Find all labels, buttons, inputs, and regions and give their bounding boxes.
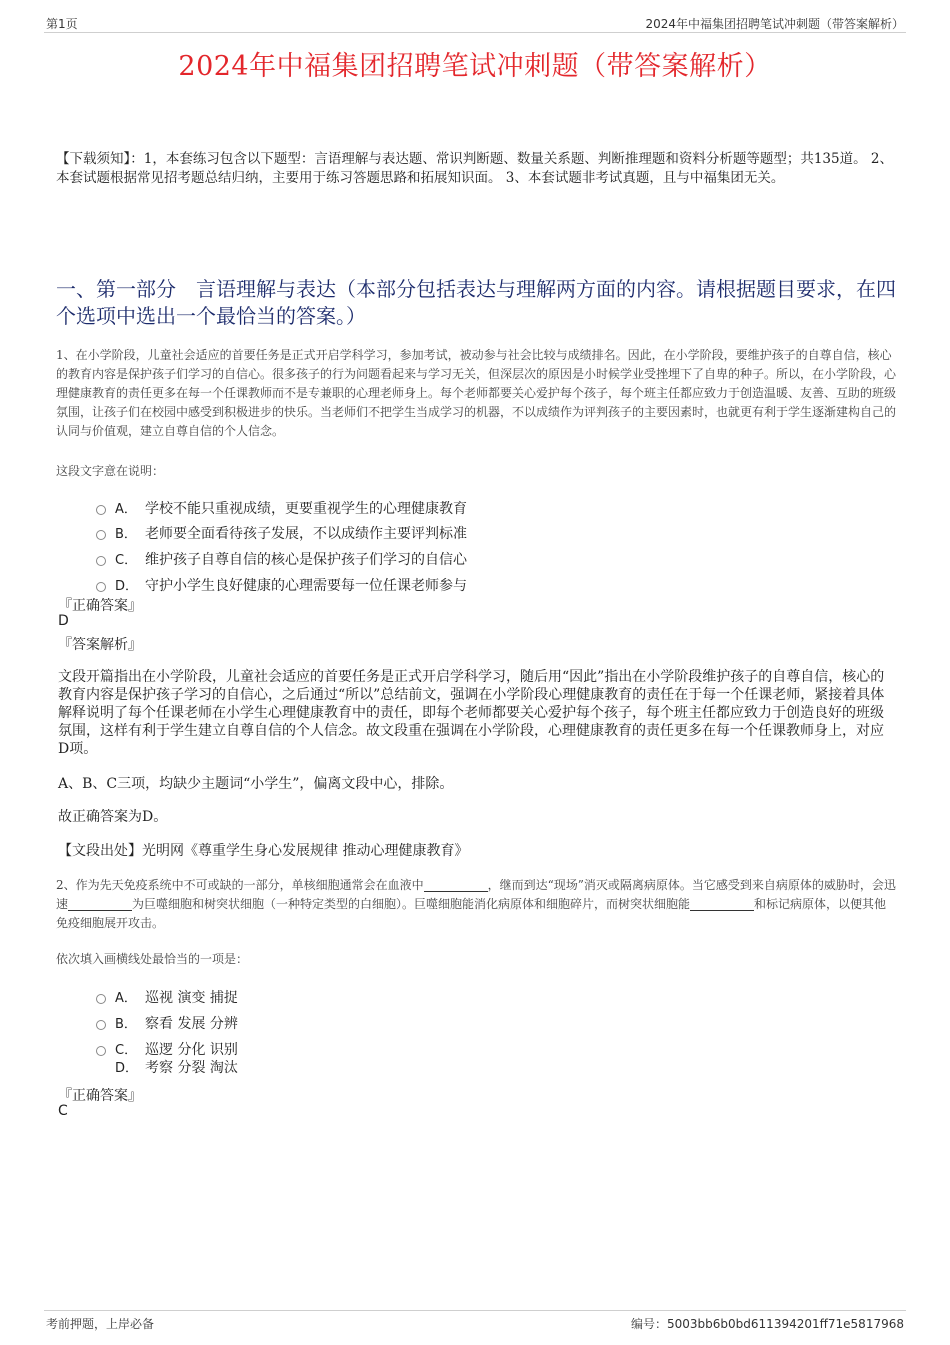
header-doc-title: 2024年中福集团招聘笔试冲刺题（带答案解析） — [645, 17, 904, 31]
page-title: 2024年中福集团招聘笔试冲刺题（带答案解析） — [178, 51, 772, 82]
radio-icon[interactable] — [96, 1046, 106, 1056]
question-2-answer-label: 『正确答案』 — [58, 1088, 142, 1104]
question-1-prompt: 这段文字意在说明： — [56, 464, 165, 478]
fill-blank — [68, 898, 132, 911]
question-1-stem: 1、在小学阶段，儿童社会适应的首要任务是正式开启学科学习，参加考试，被动参与社会比较与成绩排名。因此，在小学阶段，要维护孩子的自尊自信，核心的教育内容是保护孩子们学习的自信心。很多孩子的行为问题看起来与学习无关，但深层次的原因是小时候学业受挫埋下了自卑的种子。所以，在小学阶段，心理健康教育的责任更多在每一个任课教师而不是专兼职的心理老师身上。每个老师都要关心爱护每个孩子，每个班主任都应致力于创造温暖、友善、互助的班级氛围，让孩子们在校园中感受到积极进步的快乐。当老师们不把学生当成学习的机器，不以成绩作为评判孩子的主要因素时，也就更有利于学生逐渐建构自己的认同与价值观，建立自尊自信的个人信念。 — [56, 348, 897, 438]
option-text: 维护孩子自尊自信的核心是保护孩子们学习的自信心 — [145, 552, 467, 568]
question-1-option-a[interactable]: A． 学校不能只重视成绩，更要重视学生的心理健康教育 — [96, 498, 467, 518]
option-text: 察看 发展 分辨 — [145, 1016, 238, 1032]
question-2-option-b[interactable]: B． 察看 发展 分辨 — [96, 1013, 238, 1033]
question-1-answer: D — [58, 613, 69, 629]
option-text: 巡逻 分化 识别 — [145, 1042, 238, 1058]
question-2-answer: C — [58, 1103, 68, 1119]
option-text: 守护小学生良好健康的心理需要每一位任课老师参与 — [145, 578, 467, 594]
footer-slogan: 考前押题，上岸必备 — [46, 1317, 155, 1331]
radio-icon[interactable] — [96, 582, 106, 592]
footer-code: 编号：5003bb6b0bd611394201ff71e5817968 — [631, 1317, 904, 1331]
radio-icon[interactable] — [96, 505, 106, 515]
question-1-analysis-main: 文段开篇指出在小学阶段，儿童社会适应的首要任务是正式开启学科学习，随后用“因此”指出在小学阶段维护孩子的自尊自信，核心的教育内容是保护孩子学习的自信心，之后通过“所以”总结前文，强调在小学阶段心理健康教育的责任在于每一个任课老师，紧接着具体解释说明了每个任课老师在小学生心理健康教育中的责任，即每个老师都要关心爱护每个孩子，每个班主任都应致力于创造良好的班级氛围，这样有利于学生建立自尊自信的个人信念。故文段重在强调在小学阶段，心理健康教育的责任更多在每一个任课教师身上，对应D项。 — [58, 669, 885, 757]
fill-blank — [424, 879, 488, 892]
question-1-analysis-exclude: A、B、C三项，均缺少主题词“小学生”，偏离文段中心，排除。 — [58, 776, 454, 792]
question-1-answer-label: 『正确答案』 — [58, 598, 142, 614]
option-text: 老师要全面看待孩子发展，不以成绩作主要评判标准 — [145, 526, 467, 542]
question-2-option-d[interactable]: D． 考察 分裂 淘汰 — [115, 1060, 238, 1076]
option-text: 巡视 演变 捕捉 — [145, 990, 238, 1006]
section-heading: 一、第一部分 言语理解与表达（本部分包括表达与理解两方面的内容。请根据题目要求，在四个选项中选出一个最恰当的答案。） — [56, 277, 896, 328]
question-1-option-b[interactable]: B． 老师要全面看待孩子发展，不以成绩作主要评判标准 — [96, 523, 467, 543]
page-header — [44, 14, 906, 33]
page-number: 第1页 — [46, 17, 78, 31]
radio-icon[interactable] — [96, 556, 106, 566]
question-2-stem: 2、作为先天免疫系统中不可或缺的一部分，单核细胞通常会在血液中 ，继而到达“现场”消灭或隔离病原体。当它感受到来自病原体的威胁时，会迅速 为巨噬细胞和树突状细胞（一种特定类型的白细胞）。巨噬细胞能消化病原体和细胞碎片，而树突状细胞能 和标记病原体，以便其他免疫细胞展开攻击。 — [56, 878, 896, 930]
fill-blank — [690, 898, 754, 911]
question-1-source: 【文段出处】光明网《尊重学生身心发展规律 推动心理健康教育》 — [58, 843, 469, 859]
download-notice: 【下载须知】：1，本套练习包含以下题型：言语理解与表达题、常识判断题、数量关系题、判断推理题和资料分析题等题型；共135道。 2、本套试题根据常见招考题总结归纳，主要用于练习答题思路和拓展知识面。 3、本套试题非考试真题，且与中福集团无关。 — [56, 151, 893, 186]
radio-icon[interactable] — [96, 530, 106, 540]
question-2-prompt: 依次填入画横线处最恰当的一项是： — [56, 952, 249, 966]
question-1-option-d[interactable]: D． 守护小学生良好健康的心理需要每一位任课老师参与 — [96, 575, 467, 595]
question-1-analysis-label: 『答案解析』 — [58, 637, 142, 653]
radio-icon[interactable] — [96, 994, 106, 1004]
radio-icon[interactable] — [96, 1020, 106, 1030]
question-2-option-c[interactable]: C． 巡逻 分化 识别 — [96, 1039, 238, 1059]
question-2-option-a[interactable]: A． 巡视 演变 捕捉 — [96, 987, 238, 1007]
question-1-analysis-conclusion: 故正确答案为D。 — [58, 809, 168, 825]
question-1-option-c[interactable]: C． 维护孩子自尊自信的核心是保护孩子们学习的自信心 — [96, 549, 467, 569]
option-text: 学校不能只重视成绩，更要重视学生的心理健康教育 — [145, 501, 467, 517]
page-footer — [44, 1310, 906, 1331]
option-text: 考察 分裂 淘汰 — [145, 1060, 238, 1076]
